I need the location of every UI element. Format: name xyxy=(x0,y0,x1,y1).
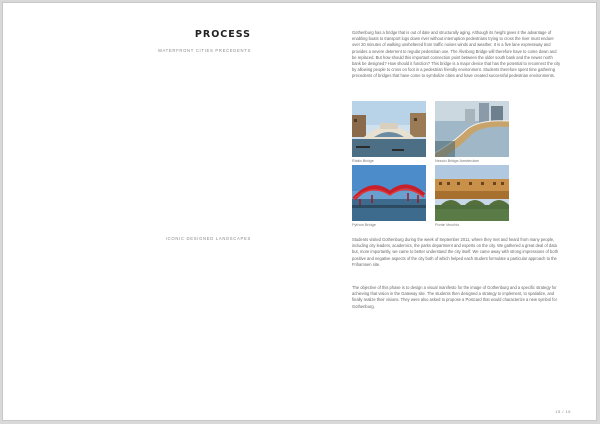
document-page xyxy=(2,2,597,421)
section-subtitle-precedents: WATERFRONT CITIES PRECEDENTS xyxy=(157,48,251,53)
red-bridge-photo xyxy=(352,165,426,221)
photo-caption-3: Python Bridge xyxy=(352,223,376,227)
ponte-vecchio-photo xyxy=(435,165,509,221)
photo-caption-4: Ponte Vecchio xyxy=(435,223,460,227)
page-number: 15 / 16 xyxy=(555,409,571,414)
rialto-bridge-photo xyxy=(352,101,426,157)
body-paragraph-1: Gothenburg has a bridge that is out of date and structurally aging. Although its height gives it the advantage of enabling boats to transport logs down river without interruption pedestrians trying to cross the river must endure over 20 minutes of walking unsheltered from traffic noises winds and weather. It is a five lane expressway and provides a severe deterrent to regular pedestrian use. The Älvsborg Bridge will therefore have to come down and be replaced. But how should this important connection point between the older south bank and the newer north bank be designed? How should it function? This bridge is a major device that has the potential to reconnect the city by allowing people to cross on foot in a pedestrian friendly environment. Students therefore spent time gathering precedents of bridges that have come to symbolize cities and have created successful pedestrian environments. xyxy=(352,30,561,79)
photo-caption-1: Rialto Bridge xyxy=(352,159,374,163)
curved-bridge-photo xyxy=(435,101,509,157)
body-paragraph-3: The objective of this phase is to design a visual manifesto for the image of Gothenburg and a specific strategy for achieving that vision in the Gateway site. The students then designed a strategy to implement, to spatialize, and finally realize their visions. They were also asked to propose a Postcard that would characterize a new symbol for Gothenburg. xyxy=(352,285,557,309)
section-subtitle-landscapes: ICONIC DESIGNED LANDSCAPES xyxy=(165,236,251,241)
body-paragraph-2: Students visited Gothenburg during the week of September 2011, where they met and heard from many people, including city leaders, academics, the parks department and experts on the city. We gathered a great deal of data but, more importantly, we came to better understand the city itself. We came away with strong impressions of both positive and negative aspects of the city both of which helped each student formulate a particular approach to the Frihamnen site. xyxy=(352,237,558,267)
photo-caption-2: Nescio Bridge Amsterdam xyxy=(435,159,479,163)
page-title: PROCESS xyxy=(194,29,251,40)
